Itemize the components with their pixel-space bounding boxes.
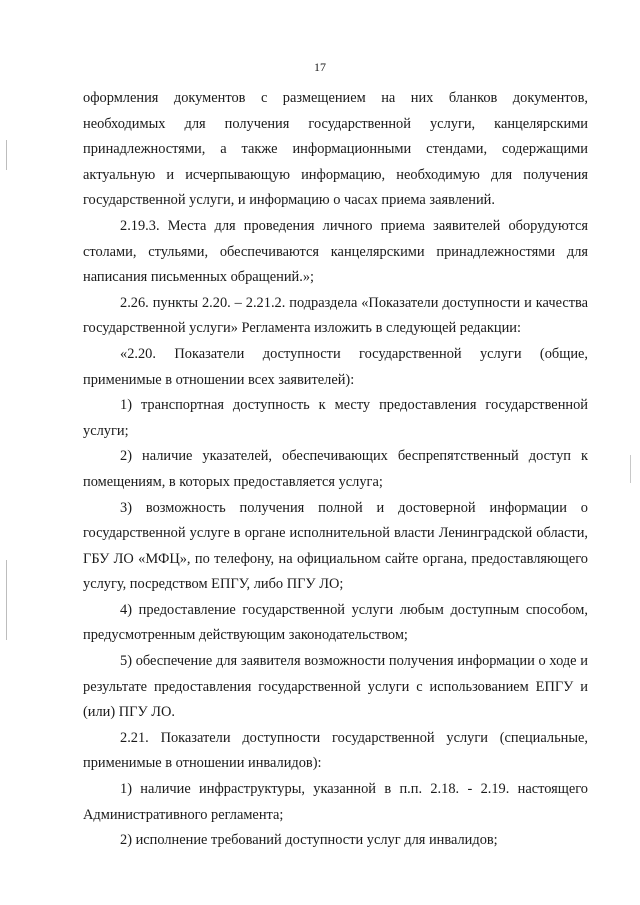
list-item-2-20-1: 1) транспортная доступность к месту предоставления государственной услуги; (83, 397, 588, 439)
list-item-2-20-3: 3) возможность получения полной и достоверной информации о государственной услуге в органе исполнительной власти Ленинградской области, ГБУ ЛО «МФЦ», по телефону, на официальном сайте органа, предоставляющего услугу, посредством ЕПГУ, либо ПГУ ЛО; (83, 499, 588, 593)
scan-edge-mark (630, 455, 631, 483)
list-item-2-20-2: 2) наличие указателей, обеспечивающих беспрепятственный доступ к помещениям, в которых предоставляется услуга; (83, 448, 588, 490)
document-body (83, 86, 588, 854)
paragraph-2-26: 2.26. пункты 2.20. – 2.21.2. подраздела «Показатели доступности и качества государственной услуги» Регламента изложить в следующей редакции: (83, 294, 588, 337)
scan-margin-mark (6, 560, 7, 640)
scan-margin-mark (6, 140, 7, 170)
list-item-2-20-4: 4) предоставление государственной услуги любым доступным способом, предусмотренным действующим законодательством; (83, 601, 588, 644)
page-number: 17 (314, 60, 326, 74)
list-item-2-21-1: 1) наличие инфраструктуры, указанной в п.п. 2.18. - 2.19. настоящего Административного регламента; (83, 781, 588, 823)
paragraph-continuation: оформления документов с размещением на них бланков документов, необходимых для получения государственной услуги, канцелярскими принадлежностями, а также информационными стендами, содержащими актуальную и исчерпывающую информацию, необходимую для получения государственной услуги, и информацию о часах приема заявлений. (83, 90, 588, 209)
paragraph-2-21: 2.21. Показатели доступности государственной услуги (специальные, применимые в отношении инвалидов): (83, 729, 588, 772)
list-item-2-21-2: 2) исполнение требований доступности услуг для инвалидов; (120, 832, 498, 849)
paragraph-2-19-3: 2.19.3. Места для проведения личного приема заявителей оборудуются столами, стульями, обеспечиваются канцелярскими принадлежностями для написания письменных обращений.»; (83, 217, 588, 286)
list-item-2-20-5: 5) обеспечение для заявителя возможности получения информации о ходе и результате предоставления государственной услуги с использованием ЕПГУ и (или) ПГУ ЛО. (83, 653, 588, 721)
paragraph-2-20: «2.20. Показатели доступности государственной услуги (общие, применимые в отношении всех заявителей): (83, 345, 588, 388)
